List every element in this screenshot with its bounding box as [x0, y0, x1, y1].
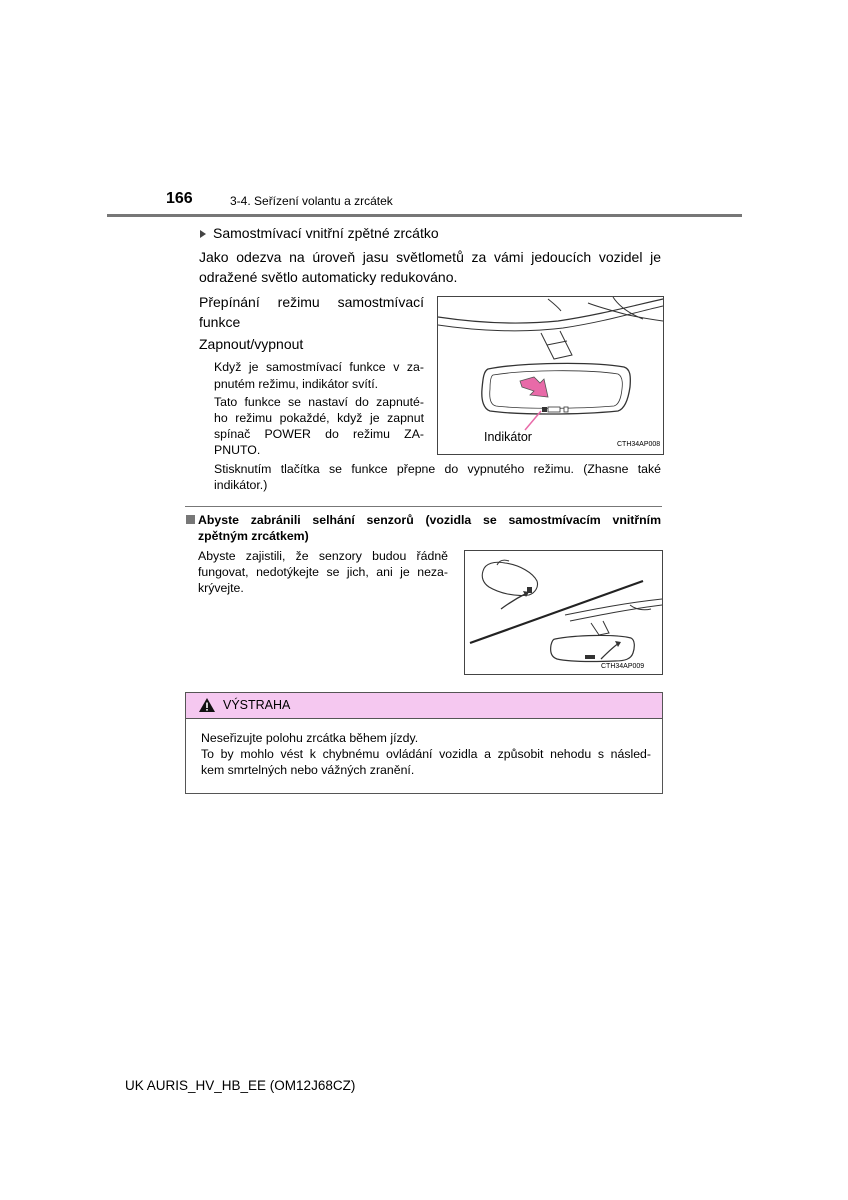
p2-line-1: Tato funkce se nastaví do zapnuté- [214, 395, 424, 409]
sensors-text-line-2: fungovat, nedotýkejte se jich, ani je neza- [198, 565, 448, 579]
figure1-code: CTH34AP008 [617, 441, 661, 448]
section-divider [185, 506, 662, 507]
header-rule [107, 214, 742, 217]
intro-line-2: odražené světlo automaticky redukováno. [199, 269, 458, 285]
switch-heading-line-2: funkce [199, 314, 241, 330]
sensor-figure [464, 550, 663, 675]
warning-box [185, 692, 663, 794]
warning-title: VÝSTRAHA [223, 698, 291, 712]
warning-line-2: To by mohlo vést k chybnému ovládání vozidla a způsobit nehodu s násled- [201, 747, 651, 761]
p2-line-2: ho režimu pokaždé, když je zapnut [214, 411, 424, 425]
mirror-indicator-illustration [438, 297, 663, 454]
warning-header [186, 693, 662, 719]
section-title: 3-4. Seřízení volantu a zrcátek [230, 194, 393, 208]
page-number: 166 [166, 190, 193, 207]
warning-line-1: Neseřizujte polohu zrcátka během jízdy. [201, 731, 419, 745]
warning-line-3: kem smrtelných nebo vážných zranění. [201, 763, 415, 777]
subsection-heading: Samostmívací vnitřní zpětné zrcátko [213, 225, 439, 241]
onoff-heading: Zapnout/vypnout [199, 336, 304, 352]
p3-line-1: Stisknutím tlačítka se funkce přepne do vypnutého režimu. (Zhasne také [214, 462, 661, 476]
sensors-text-line-1: Abyste zajistili, že senzory budou řádně [198, 549, 448, 563]
triangle-bullet-icon [200, 230, 206, 238]
footer-code: UK AURIS_HV_HB_EE (OM12J68CZ) [125, 1078, 356, 1093]
switch-heading-line-1: Přepínání režimu samostmívací [199, 294, 424, 310]
figure2-code: CTH34AP009 [601, 663, 645, 670]
p1-line-2: pnutém režimu, indikátor svítí. [214, 377, 379, 391]
p2-line-4: PNUTO. [214, 443, 261, 457]
sensors-heading-line-2: zpětným zrcátkem) [198, 529, 309, 543]
p3-line-2: indikátor.) [214, 478, 268, 492]
warning-triangle-icon [198, 697, 216, 713]
sensors-heading-line-1: Abyste zabránili selhání senzorů (vozidla se samostmívacím vnitřním [198, 513, 661, 527]
square-bullet-icon [186, 515, 195, 524]
indicator-label: Indikátor [484, 430, 532, 444]
mirror-indicator-figure [437, 296, 664, 455]
intro-line-1: Jako odezva na úroveň jasu světlometů za vámi jedoucích vozidel je [199, 249, 661, 265]
p1-line-1: Když je samostmívací funkce v za- [214, 360, 424, 374]
p2-line-3: spínač POWER do režimu ZA- [214, 427, 424, 441]
sensor-illustration [465, 551, 662, 674]
sensors-text-line-3: krývejte. [198, 581, 244, 595]
